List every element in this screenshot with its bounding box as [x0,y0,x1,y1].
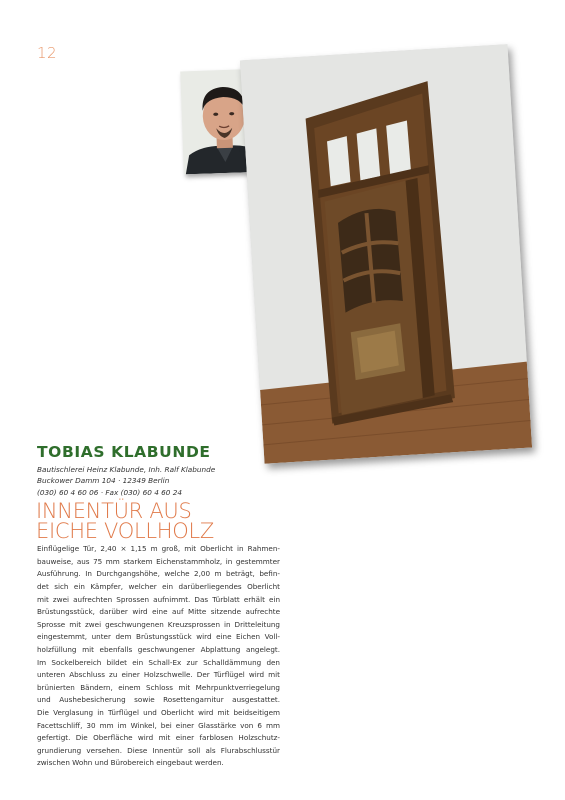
body-line: gefertigt. Die Oberfläche wird mit einer farblosen Holzschutz- [37,733,280,743]
title-line: EICHE VOLLHOLZ [36,519,214,544]
body-line: det sich ein Kämpfer, welcher ein darüberliegendes Oberlicht [37,582,280,591]
body-line: Im Sockelbereich bildet ein Schall-Ex zur Schalldämmung den [37,657,280,667]
body-line: unteren Abschluss zu einer Holzschwelle. Der Türflügel wird mit [37,670,280,680]
body-line: bauweise, aus 75 mm starkem Eichenstammholz, in gestemmter [37,556,280,566]
body-line: grundierung versehen. Diese Innentür soll als Flurabschlusstür [37,745,280,755]
body-line: eingestemmt, unter dem Brüstungsstück wird eine Eichen Voll- [37,632,280,642]
page-number: 12 [37,44,58,62]
body-line: brünierten Bändern, einem Schloss mit Mehrpunktverriegelung [37,682,280,692]
address-line: (030) 60 4 60 06 · Fax (030) 60 4 60 24 [37,487,183,497]
body-line: mit zwei aufrechten Sprossen aufnimmt. Das Türblatt erhält ein [37,594,280,604]
article-title [36,499,277,544]
company-address [37,464,277,498]
body-line: Brüstungsstück, darüber wird eine auf Mitte sitzende aufrechte [37,607,280,617]
body-line: Die Verglasung in Türflügel und Oberlicht wird mit beidseitigem [37,707,280,717]
article-text [36,443,280,770]
body-line: Ausführung. In Durchgangshöhe, welche 2,00 m beträgt, befin- [37,569,280,579]
address-line: Buckower Damm 104 · 12349 Berlin [37,476,170,486]
title-line: INNENTÜR AUS [36,499,192,524]
body-line: Einflügelige Tür, 2,40 × 1,15 m groß, mit Oberlicht in Rahmen- [37,544,280,554]
body-line: holzfüllung mit ebenfalls geschwungener Abplattung angelegt. [37,644,280,654]
door-photo [240,44,532,464]
body-line: zwischen Wohn und Bürobereich eingebaut werden. [37,758,224,768]
body-line: Sprosse mit zwei geschwungenen Kreuzsprossen in Dritteleitung [37,619,280,629]
body-line: und Aushebesicherung sowie Rosettengarnitur ausgestattet. [37,695,280,705]
address-line: Bautischlerei Heinz Klabunde, Inh. Ralf Klabunde [37,465,216,474]
article-body [37,543,280,770]
author-name: TOBIAS KLABUNDE [37,443,211,461]
body-line: Facettschliff, 30 mm im Winkel, bei einer Glasstärke von 6 mm [37,720,280,730]
